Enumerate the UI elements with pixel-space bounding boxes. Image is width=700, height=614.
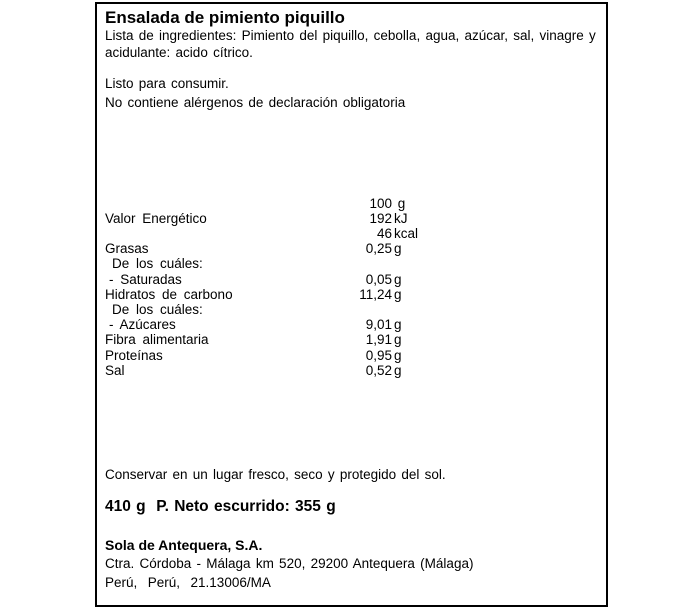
manufacturer-name: Sola de Antequera, S.A. <box>105 537 263 554</box>
nutrient-unit: g <box>394 347 402 363</box>
allergen-statement: No contiene alérgenos de declaración obligatoria <box>105 94 406 110</box>
nutrition-row <box>105 287 600 302</box>
nutrient-value: 0,25 <box>365 241 392 257</box>
nutrient-value: 0,95 <box>365 347 392 363</box>
nutrition-row <box>105 317 600 332</box>
nutrient-value: 1,91 <box>365 332 392 348</box>
nutrition-row <box>105 363 600 378</box>
nutrient-unit <box>392 302 394 317</box>
nutrient-value: 192 <box>369 210 392 226</box>
nutrition-row <box>105 226 600 241</box>
nutrient-unit: kcal <box>394 225 419 241</box>
nutrition-row <box>105 332 600 347</box>
nutrient-unit: g <box>394 286 402 302</box>
ingredients-line: Lista de ingredientes: Pimiento del piquillo, cebolla, agua, azúcar, sal, vinagre y <box>105 28 596 43</box>
nutrient-label: Grasas <box>105 241 149 257</box>
nutrition-row <box>105 348 600 363</box>
nutrient-label: Valor Energético <box>105 210 207 226</box>
serving-size-unit: g <box>394 195 406 211</box>
storage-instructions: Conservar en un lugar fresco, seco y protegido del sol. <box>105 466 446 482</box>
nutrition-row <box>105 241 600 256</box>
nutrient-unit: g <box>394 362 402 378</box>
serving-size-value: 100 <box>369 195 392 211</box>
ingredients-list <box>105 28 600 61</box>
nutrient-value: 0,05 <box>365 271 392 287</box>
nutrient-value: 46 <box>376 225 392 241</box>
nutrient-label: Fibra alimentaria <box>105 332 209 348</box>
nutrient-label <box>105 196 320 211</box>
product-label <box>95 2 608 607</box>
manufacturer-registry: Perú, Perú, 21.13006/MA <box>105 574 271 590</box>
nutrient-value: 11,24 <box>359 286 392 302</box>
ingredients-line: acidulante: acido cítrico. <box>105 44 253 60</box>
product-title: Ensalada de pimiento piquillo <box>105 8 345 27</box>
nutrient-value <box>320 302 392 317</box>
nutrition-table <box>105 196 600 378</box>
nutrient-value: 0,52 <box>365 362 392 378</box>
nutrient-label: - Azúcares <box>109 317 176 333</box>
nutrient-unit: kJ <box>394 210 408 226</box>
nutrient-label: De los cuáles: <box>112 301 203 317</box>
nutrient-label: Sal <box>105 362 125 378</box>
nutrient-label: Hidratos de carbono <box>105 286 233 302</box>
net-weight: 410 g P. Neto escurrido: 355 g <box>105 498 336 516</box>
nutrition-row <box>105 272 600 287</box>
nutrient-label: De los cuáles: <box>112 256 203 272</box>
nutrient-value <box>320 256 392 271</box>
nutrient-unit: g <box>394 271 402 287</box>
nutrient-label <box>105 226 320 241</box>
nutrient-label: - Saturadas <box>109 271 182 287</box>
nutrition-row <box>105 211 600 226</box>
nutrition-row <box>105 256 600 271</box>
nutrient-unit: g <box>394 332 402 348</box>
nutrient-label: Proteínas <box>105 347 163 363</box>
manufacturer-address: Ctra. Córdoba - Málaga km 520, 29200 Antequera (Málaga) <box>105 556 474 572</box>
label-content <box>97 4 606 591</box>
nutrient-unit <box>392 256 394 271</box>
nutrient-unit: g <box>394 317 402 333</box>
nutrition-column-header <box>105 196 600 211</box>
nutrient-value: 9,01 <box>365 317 392 333</box>
nutrient-unit: g <box>394 241 402 257</box>
nutrition-row <box>105 302 600 317</box>
ready-to-eat-text: Listo para consumir. <box>105 76 229 91</box>
